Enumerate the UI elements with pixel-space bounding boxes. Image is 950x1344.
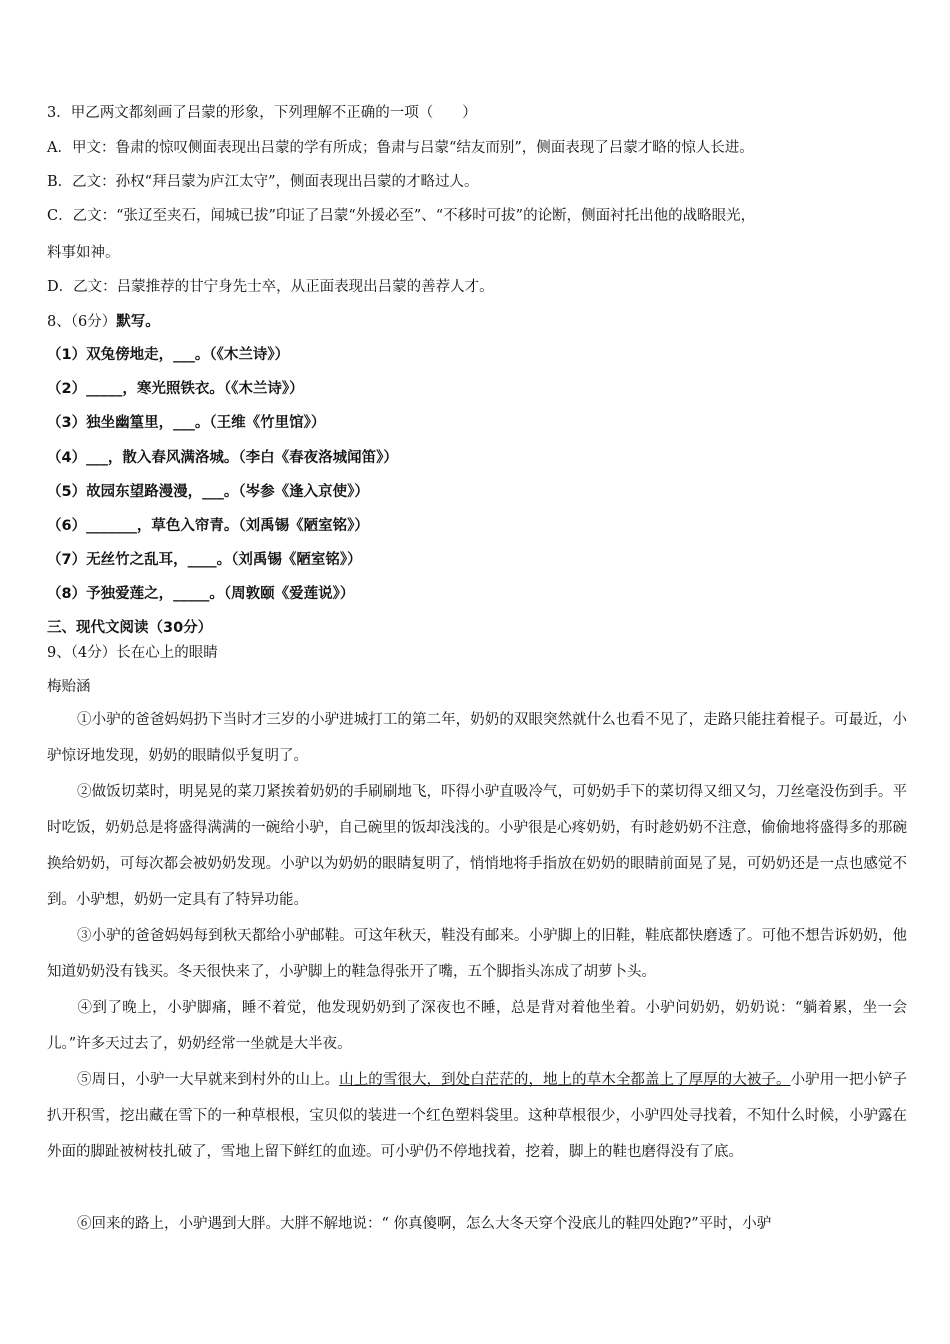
article-author: 梅贻涵 <box>47 679 91 695</box>
paragraph-1: ①小驴的爸爸妈妈扔下当时才三岁的小驴进城打工的第二年，奶奶的双眼突然就什么也看不见了，走路只能拄着棍子。可最近，小驴惊讶地发现，奶奶的眼睛似乎复明了。 <box>47 712 907 764</box>
q8-item: （1）双兔傍地走，___。（《木兰诗》） <box>47 347 290 363</box>
q8-item: （6）_______，草色入帘青。（刘禹锡《陋室铭》） <box>47 518 369 534</box>
q8-number: 8、（6分） <box>47 314 117 330</box>
q3-option-c: C．乙文：“张辽至夹石，闻城已拔”印证了吕蒙“外援必至”、“不移时可拔”的论断，侧面衬托出他的战略眼光， <box>47 208 756 224</box>
q8-item: （8）予独爱莲之，_____。（周敦颐《爱莲说》） <box>47 586 355 602</box>
paragraph-4: ④到了晚上，小驴脚痛，睡不着觉，他发现奶奶到了深夜也不睡，总是背对着他坐着。小驴问奶奶，奶奶说：“躺着累，坐一会儿。”许多天过去了，奶奶经常一坐就是大半夜。 <box>47 1000 907 1052</box>
paragraph-5: ⑤周日，小驴一大早就来到村外的山上。山上的雪很大，到处白茫茫的，地上的草木全都盖上了厚厚的大被子。小驴用一把小铲子扒开积雪，挖出藏在雪下的一种草根根，宝贝似的装进一个红色塑料袋里。这种草根很少，小驴四处寻找着，不知什么时候，小驴露在外面的脚趾被树枝扎破了，雪地上留下鲜红的血迹。可小驴仍不停地找着，挖着，脚上的鞋也磨得没有了底。 <box>47 1072 908 1160</box>
underlined-sentence: 山上的雪很大，到处白茫茫的，地上的草木全都盖上了厚厚的大被子。 <box>339 1072 791 1088</box>
q8-item: （7）无丝竹之乱耳，____。（刘禹锡《陋室铭》） <box>47 552 362 568</box>
paragraph-6: ⑥回来的路上，小驴遇到大胖。大胖不解地说：“ 你真傻啊，怎么大冬天穿个没底儿的鞋四处跑?”平时，小驴 <box>77 1216 772 1232</box>
q3-option-b: B．乙文：孙权“拜吕蒙为庐江太守”，侧面表现出吕蒙的才略过人。 <box>47 174 479 190</box>
q8-item: （4）___，散入春风满洛城。（李白《春夜洛城闻笛》） <box>47 450 398 466</box>
q8-item: （5）故园东望路漫漫，___。（岑参《逢入京使》） <box>47 484 369 500</box>
section-title: 三、现代文阅读（30分） <box>47 620 213 636</box>
q8-item: （3）独坐幽篁里，___。（王维《竹里馆》） <box>47 415 326 431</box>
q3-stem: 3．甲乙两文都刻画了吕蒙的形象，下列理解不正确的一项（ ） <box>47 105 477 121</box>
paragraph-2: ②做饭切菜时，明晃晃的菜刀紧挨着奶奶的手刷刷地飞，吓得小驴直吸冷气，可奶奶手下的菜切得又细又匀，刀丝毫没伤到手。平时吃饭，奶奶总是将盛得满满的一碗给小驴，自己碗里的饭却浅浅的。小驴很是心疼奶奶，有时趁奶奶不注意，偷偷地将盛得多的那碗换给奶奶，可每次都会被奶奶发现。小驴以为奶奶的眼睛复明了，悄悄地将手指放在奶奶的眼睛前面晃了晃，可奶奶还是一点也感觉不到。小驴想，奶奶一定具有了特异功能。 <box>47 784 907 908</box>
q3-option-d: D．乙文：吕蒙推荐的甘宁身先士卒，从正面表现出吕蒙的善荐人才。 <box>47 279 494 295</box>
q3-option-a: A．甲文：鲁肃的惊叹侧面表现出吕蒙的学有所成；鲁肃与吕蒙“结友而别”，侧面表现了吕蒙才略的惊人长进。 <box>47 140 754 156</box>
paragraph-3: ③小驴的爸爸妈妈每到秋天都给小驴邮鞋。可这年秋天，鞋没有邮来。小驴脚上的旧鞋，鞋底都快磨透了。可他不想告诉奶奶，他知道奶奶没有钱买。冬天很快来了，小驴脚上的鞋急得张开了嘴，五个脚指头冻成了胡萝卜头。 <box>47 928 907 980</box>
q9-header: 9、（4分）长在心上的眼睛 <box>47 645 218 661</box>
q8-header <box>47 312 160 332</box>
q8-title: 默写。 <box>116 314 160 330</box>
q3-option-c-cont: 料事如神。 <box>47 245 120 261</box>
q8-item: （2）_____，寒光照铁衣。（《木兰诗》） <box>47 381 304 397</box>
